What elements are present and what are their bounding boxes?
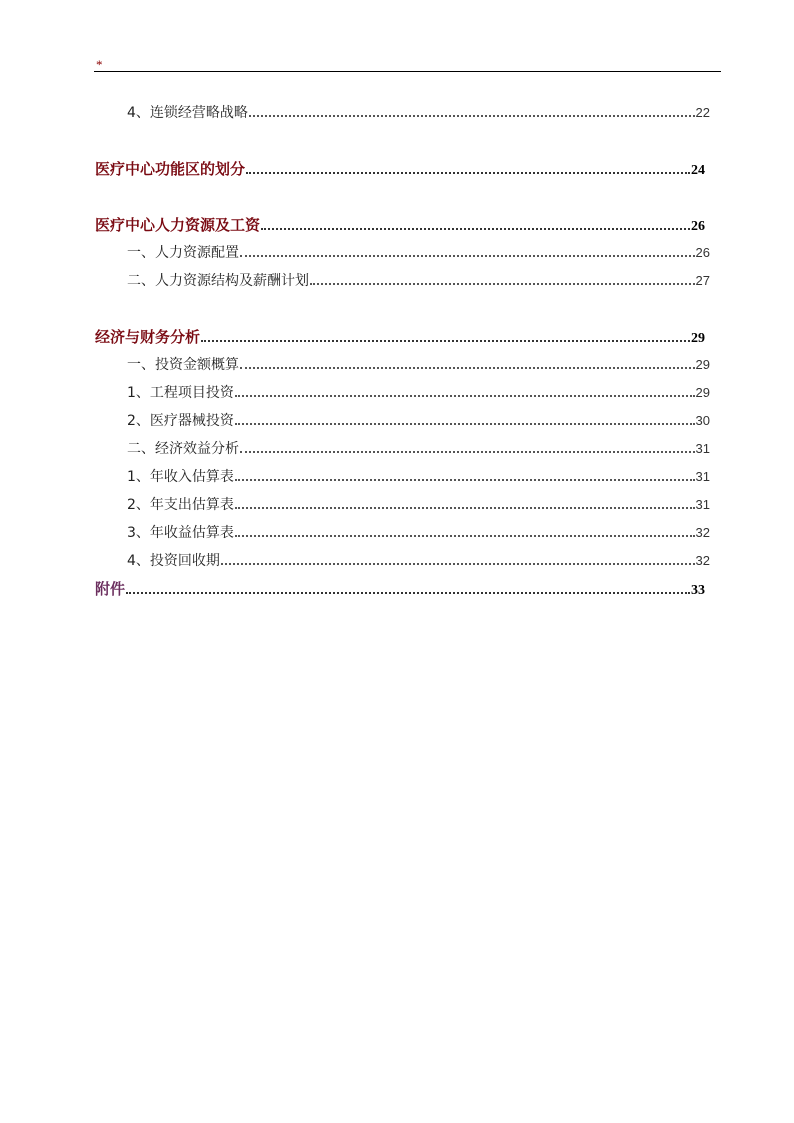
toc-entry-annual-expense[interactable] [127,494,710,514]
toc-entry-label: 经济与财务分析 [95,328,201,346]
toc-leader [201,340,690,342]
toc-entry-label: 一、投资金额概算 [127,357,239,373]
toc-leader [246,172,690,174]
toc-entry-page: 33 [691,583,705,598]
toc-entry-page: 32 [695,553,710,568]
toc-entry-page: 31 [695,441,710,456]
toc-leader [235,423,695,425]
toc-leader [240,451,695,453]
toc-leader [126,592,690,594]
toc-entry-page: 26 [695,245,710,260]
toc-leader [235,507,695,509]
toc-entry-label: 2、年支出估算表 [127,497,234,513]
toc-entry-staffing[interactable] [127,242,710,262]
toc-entry-page: 32 [695,525,710,540]
toc-leader [235,535,695,537]
toc-entry-payback-period[interactable] [127,550,710,570]
toc-entry-label: 2、医疗器械投资 [127,413,234,429]
toc-entry-label: 4、投资回收期 [127,553,220,569]
toc-entry-label: 3、年收益估算表 [127,525,234,541]
toc-entry-project-investment[interactable] [127,382,710,402]
toc-entry-label: 二、经济效益分析 [127,441,239,457]
toc-leader [235,395,695,397]
toc-entry-page: 22 [695,105,710,120]
toc-leader [240,367,695,369]
toc-entry-label: 1、工程项目投资 [127,385,234,401]
toc-entry-label: 二、人力资源结构及薪酬计划 [127,273,309,289]
toc-entry-functional-zones[interactable] [95,158,705,178]
toc-entry-chain-strategy[interactable] [127,102,710,122]
toc-entry-page: 26 [691,219,705,234]
toc-entry-label: 医疗中心功能区的划分 [95,160,246,178]
toc-entry-financial-analysis[interactable] [95,326,705,346]
toc-leader [249,115,695,117]
toc-entry-page: 30 [695,413,710,428]
toc-entry-page: 27 [695,273,710,288]
toc-entry-label: 一、人力资源配置 [127,245,239,261]
toc-entry-human-resources[interactable] [95,214,705,234]
toc-entry-label: 4、连锁经营略战略 [127,105,248,121]
toc-leader [235,479,695,481]
toc-entry-label: 附件 [95,580,126,598]
toc-entry-page: 29 [695,357,710,372]
toc-entry-page: 31 [695,469,710,484]
header-rule [94,71,721,72]
toc-leader [240,255,695,257]
toc-entry-page: 29 [695,385,710,400]
toc-entry-page: 24 [691,163,705,178]
toc-entry-label: 医疗中心人力资源及工资 [95,216,261,234]
toc-entry-annual-income[interactable] [127,466,710,486]
toc-entry-appendix[interactable] [95,578,705,598]
toc-leader [310,283,695,285]
toc-entry-investment-estimate[interactable] [127,354,710,374]
toc-entry-equipment-investment[interactable] [127,410,710,430]
toc-entry-annual-profit[interactable] [127,522,710,542]
toc-entry-page: 29 [691,331,705,346]
toc-entry-page: 31 [695,497,710,512]
header-mark: * [96,57,103,72]
toc-entry-benefit-analysis[interactable] [127,438,710,458]
toc-leader [221,563,695,565]
toc-entry-label: 1、年收入估算表 [127,469,234,485]
toc-entry-salary-plan[interactable] [127,270,710,290]
toc-leader [261,228,690,230]
